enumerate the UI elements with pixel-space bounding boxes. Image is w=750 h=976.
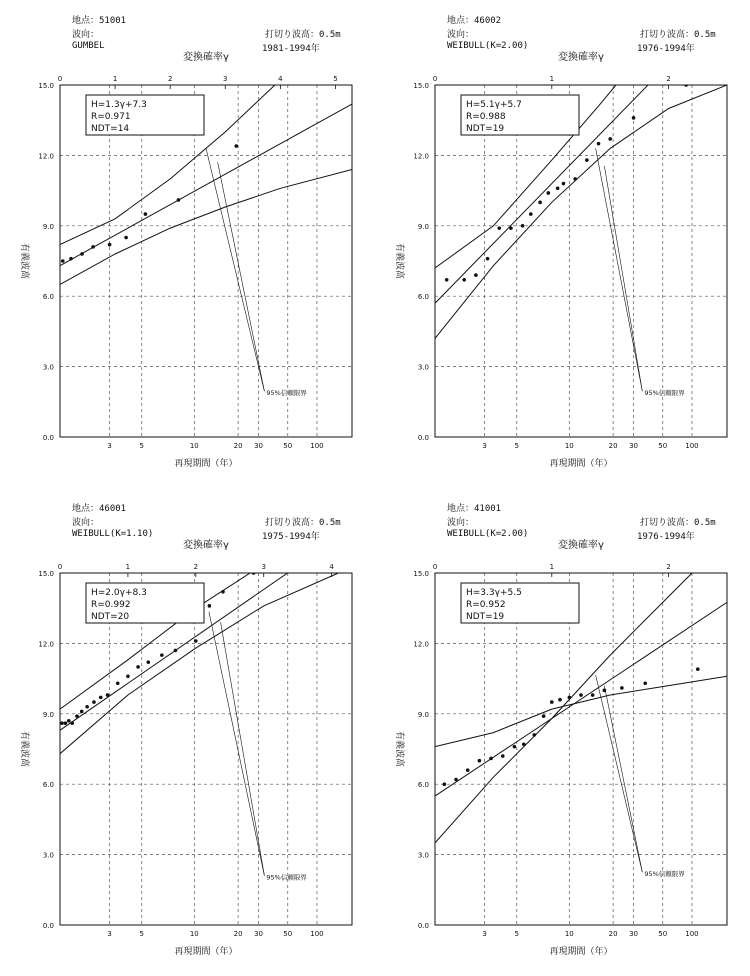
data-point [478,759,482,763]
data-point [60,721,64,725]
data-point [64,721,68,725]
data-point [126,674,130,678]
x-axis-title: 再現期間（年） [549,947,613,957]
top-tick-label: 1 [125,563,131,571]
x-tick-label: 100 [310,930,324,938]
x-axis-title: 再現期間（年） [174,459,238,469]
x-tick-label: 100 [310,442,324,450]
data-point [591,693,595,697]
correlation-value: R=0.952 [466,600,506,610]
curves-group [2,72,411,298]
data-point [538,201,542,205]
x-tick-label: 30 [629,442,639,450]
plot-frame [60,573,352,925]
fit-line [2,488,411,770]
plot-frame [435,85,727,437]
x-tick-label: 100 [685,442,699,450]
y-tick-label: 0.0 [417,922,429,930]
x-tick-label: 10 [189,442,199,450]
ndt-value: NDT=19 [466,612,505,622]
y-tick-label: 9.0 [417,710,429,719]
cutoff-label: 打切り波高：0.5m [640,518,716,528]
y-axis-title: 有義波高 [19,242,29,280]
years-label: 1981-1994年 [262,44,320,54]
y-tick-label: 3.0 [42,363,54,372]
data-point [69,257,73,261]
x-tick-label: 20 [233,442,243,450]
y-axis-title: 有義波高 [19,730,29,768]
y-tick-label: 3.0 [417,851,429,860]
data-point [80,252,84,256]
y-tick-label: 9.0 [417,222,429,231]
data-point [160,653,164,657]
y-tick-label: 12.0 [413,640,429,649]
ci-lower-curve [60,170,352,285]
y-tick-label: 12.0 [38,640,54,649]
y-tick-label: 15.0 [38,82,54,90]
chart-svg [0,488,375,976]
data-point [597,142,601,146]
x-tick-label: 20 [233,930,243,938]
y-tick-label: 15.0 [413,82,429,90]
x-tick-label: 3 [482,442,487,450]
data-point [70,721,74,725]
chart-svg [0,0,375,488]
data-point [529,212,533,216]
ci-leader-line [604,166,642,391]
station-label: 地点：41001 [447,504,502,514]
top-tick-label: 4 [278,75,283,83]
years-label: 1976-1994年 [637,532,695,542]
data-point [136,665,140,669]
data-point [573,177,577,181]
x-tick-label: 10 [564,930,574,938]
top-tick-label: 3 [261,563,266,571]
correlation-value: R=0.971 [91,112,131,122]
plot-frame [60,85,352,437]
data-point [445,278,449,282]
x-tick-label: 3 [107,930,112,938]
years-label: 1976-1994年 [637,44,695,54]
y-tick-label: 6.0 [417,293,429,302]
data-point [462,278,466,282]
y-axis-title: 有義波高 [394,242,404,280]
data-point [513,745,517,749]
data-point [106,693,110,697]
top-tick-label: 2 [167,75,173,83]
data-point [521,224,525,228]
data-point [585,158,589,162]
data-point [443,782,447,786]
data-point [108,243,112,247]
data-point [620,686,624,690]
x-tick-label: 50 [658,442,668,450]
top-tick-label: 1 [112,75,118,83]
fit-line [2,72,411,298]
data-point [85,705,89,709]
data-point [144,212,148,216]
y-tick-label: 12.0 [38,152,54,161]
top-tick-label: 4 [329,563,334,571]
data-point [489,757,493,761]
station-label: 地点：46001 [72,504,127,514]
x-tick-label: 10 [189,930,199,938]
data-point [542,714,546,718]
y-tick-label: 0.0 [417,434,429,442]
chart-svg [375,0,750,488]
data-point [194,639,198,643]
data-point [75,714,79,718]
x-tick-label: 5 [139,442,144,450]
x-tick-label: 50 [283,442,293,450]
x-tick-label: 50 [658,930,668,938]
x-tick-label: 5 [139,930,144,938]
data-point [550,700,554,704]
top-tick-label: 0 [432,563,438,571]
x-tick-label: 5 [514,442,519,450]
data-point [568,696,572,700]
cutoff-label: 打切り波高：0.5m [640,30,716,40]
distribution-label: WEIBULL(K=1.10) [72,529,154,539]
x-tick-label: 30 [254,930,264,938]
data-point [474,273,478,277]
data-point [696,667,700,671]
data-point [99,696,103,700]
top-tick-label: 0 [432,75,438,83]
data-point [146,660,150,664]
data-point [546,191,550,195]
data-point [177,198,181,202]
x-tick-label: 30 [629,930,639,938]
chart-svg [375,488,750,976]
top-tick-label: 2 [193,563,199,571]
ci-label: 95%信頼限界 [644,870,685,879]
ndt-value: NDT=19 [466,124,505,134]
x-axis-title: 再現期間（年） [549,459,613,469]
top-tick-label: 3 [223,75,228,83]
data-point [684,83,688,87]
x-tick-label: 50 [283,930,293,938]
data-point [522,743,526,747]
y-tick-label: 15.0 [413,570,429,578]
station-label: 地点：51001 [72,16,127,26]
cutoff-label: 打切り波高：0.5m [265,518,341,528]
chart-panel-41001 [375,488,750,976]
chart-title: 変換確率γ [558,52,604,63]
curves-group [2,488,411,770]
ci-leader-line [221,622,265,875]
wave-direction-label: 波向： [72,30,100,40]
ci-label: 95%信頼限界 [266,389,307,398]
ci-leader-line [218,162,265,391]
y-tick-label: 9.0 [42,222,54,231]
y-tick-label: 6.0 [42,781,54,790]
y-tick-label: 12.0 [413,152,429,161]
data-point [454,778,458,782]
data-point [556,186,560,190]
ndt-value: NDT=14 [91,124,130,134]
top-tick-label: 5 [333,75,338,83]
top-tick-label: 0 [57,563,63,571]
data-point [486,257,490,261]
ci-label: 95%信頼限界 [266,873,307,882]
regression-equation: H=3.3γ+5.5 [466,588,522,598]
chart-panel-46002 [375,0,750,488]
data-point [61,259,65,263]
data-point [116,681,120,685]
data-point [497,226,501,230]
top-tick-label: 1 [549,75,555,83]
data-point [643,681,647,685]
y-tick-label: 9.0 [42,710,54,719]
chart-panel-51001 [0,0,375,488]
x-axis-title: 再現期間（年） [174,947,238,957]
x-tick-label: 20 [608,930,618,938]
x-tick-label: 3 [107,442,112,450]
wave-direction-label: 波向： [72,518,100,528]
data-point [67,719,71,723]
y-axis-title: 有義波高 [394,730,404,768]
x-tick-label: 100 [685,930,699,938]
distribution-label: WEIBULL(K=2.00) [447,529,529,539]
regression-equation: H=1.3γ+7.3 [91,100,147,110]
y-tick-label: 3.0 [42,851,54,860]
x-tick-label: 30 [254,442,264,450]
chart-panel-46001 [0,488,375,976]
data-point [532,733,536,737]
top-tick-label: 2 [666,75,671,83]
ci-label: 95%信頼限界 [644,389,685,398]
x-tick-label: 10 [564,442,574,450]
y-tick-label: 6.0 [417,781,429,790]
regression-equation: H=2.0γ+8.3 [91,588,147,598]
data-point [221,590,225,594]
wave-direction-label: 波向： [447,30,475,40]
chart-title: 変換確率γ [183,540,229,551]
ndt-value: NDT=20 [91,612,130,622]
top-tick-label: 1 [549,563,555,571]
data-point [466,768,470,772]
ci-leader-line [596,148,643,391]
data-point [632,116,636,120]
data-point [579,693,583,697]
y-tick-label: 6.0 [42,293,54,302]
y-tick-label: 15.0 [38,570,54,578]
regression-equation: H=5.1γ+5.7 [466,100,522,110]
data-point [558,698,562,702]
years-label: 1975-1994年 [262,532,320,542]
wave-direction-label: 波向： [447,518,475,528]
data-point [562,182,566,186]
distribution-label: GUMBEL [72,41,105,51]
y-tick-label: 3.0 [417,363,429,372]
data-point [174,649,178,653]
distribution-label: WEIBULL(K=2.00) [447,41,529,51]
data-point [252,571,256,575]
data-point [608,137,612,141]
data-point [208,604,212,608]
correlation-value: R=0.988 [466,112,506,122]
x-tick-label: 5 [514,930,519,938]
chart-title: 変換確率γ [558,540,604,551]
ci-leader-line [206,148,264,391]
top-tick-label: 2 [666,563,671,571]
top-tick-label: 0 [57,75,63,83]
data-point [91,245,95,249]
x-tick-label: 20 [608,442,618,450]
correlation-value: R=0.992 [91,600,131,610]
ci-leader-line [209,612,264,876]
data-point [92,700,96,704]
x-tick-label: 3 [482,930,487,938]
station-label: 地点：46002 [447,16,502,26]
data-point [501,754,505,758]
cutoff-label: 打切り波高：0.5m [265,30,341,40]
data-point [235,144,239,148]
y-tick-label: 0.0 [42,434,54,442]
chart-title: 変換確率γ [183,52,229,63]
ci-leader-line [596,675,643,872]
data-point [509,226,513,230]
data-point [80,710,84,714]
y-tick-label: 0.0 [42,922,54,930]
data-point [124,236,128,240]
